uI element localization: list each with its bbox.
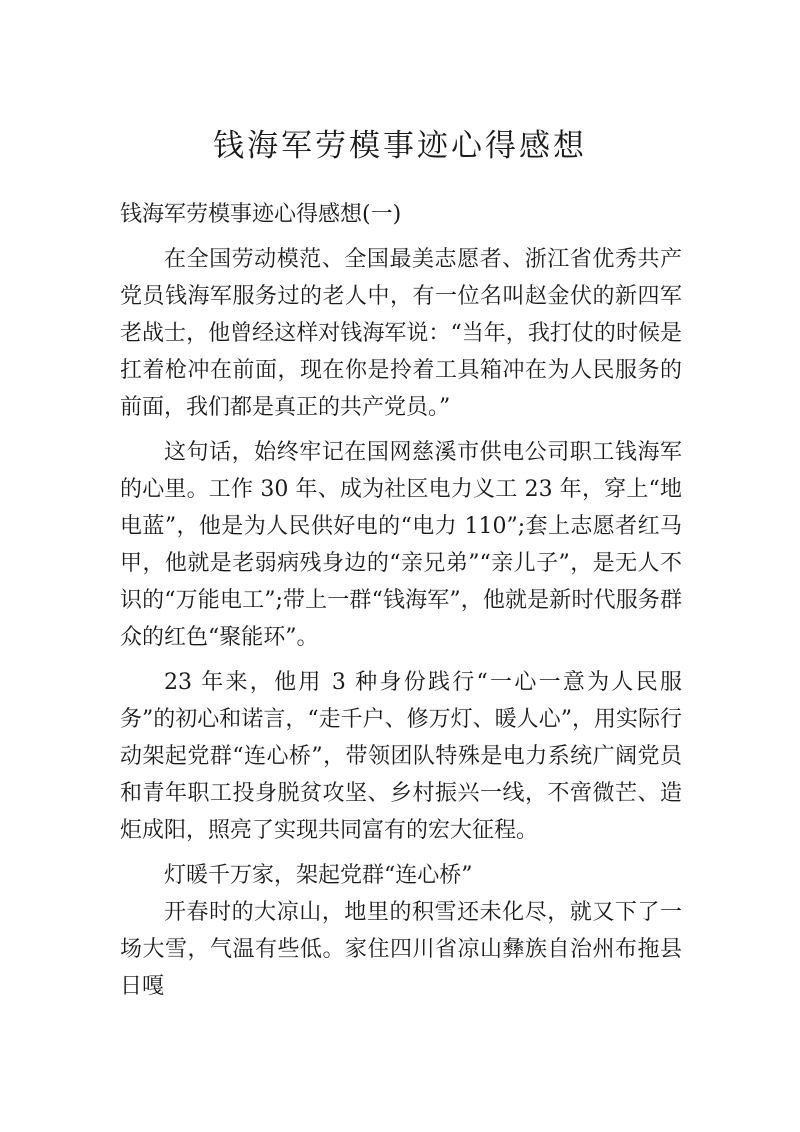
document-title: 钱海军劳模事迹心得感想 xyxy=(213,128,587,164)
section-heading: 灯暖千万家，架起党群“连心桥” xyxy=(164,863,473,888)
document-subtitle: 钱海军劳模事迹心得感想(一) xyxy=(120,202,402,227)
paragraph: 开春时的大凉山，地里的积雪还未化尽，就又下了一场大雪，气温有些低。家住四川省凉山彝族自治州布拖县日嘎 xyxy=(120,900,682,999)
paragraph: 23 年来，他用 3 种身份践行“一心一意为人民服务”的初心和诺言，“走千户、修万灯、暖人心”，用实际行动架起党群“连心桥”，带领团队特殊是电力系统广阔党员和青年职工投身脱贫攻坚、乡村振兴一线，不啻微芒、造炬成阳，照亮了实现共同富有的宏大征程。 xyxy=(120,670,682,843)
document-body xyxy=(120,196,682,1005)
paragraph: 在全国劳动模范、全国最美志愿者、浙江省优秀共产党员钱海军服务过的老人中，有一位名叫赵金伏的新四军老战士，他曾经这样对钱海军说：“当年，我打仗的时候是扛着枪冲在前面，现在你是拎着工具箱冲在为人民服务的前面，我们都是真正的共产党员。” xyxy=(120,247,682,420)
paragraph: 这句话，始终牢记在国网慈溪市供电公司职工钱海军的心里。工作 30 年、成为社区电力义工 23 年，穿上“地电蓝”，他是为人民供好电的“电力 110”;套上志愿者红马甲，他就是老弱病残身边的“亲兄弟”“亲儿子”，是无人不识的“万能电工”;带上一群“钱海军”，他就是新时代服务群众的红色“聚能环”。 xyxy=(120,440,682,650)
